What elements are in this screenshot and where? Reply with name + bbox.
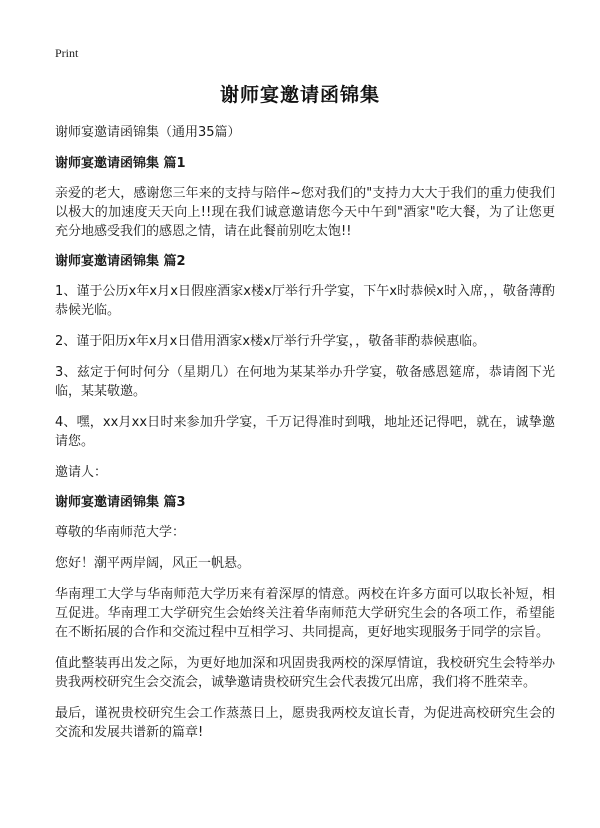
section-1: [55, 155, 555, 241]
print-label[interactable]: Print: [55, 46, 79, 60]
section-heading: 谢师宴邀请函锦集 篇1: [55, 156, 186, 171]
page-title: 谢师宴邀请函锦集: [219, 84, 380, 106]
paragraph: 1、谨于公历x年x月x日假座酒家x楼x厅举行升学宴，下午x时恭候x时入席，，敬备薄酌恭候光临。: [55, 284, 555, 318]
section-3: [55, 494, 555, 742]
document-body: [55, 124, 555, 754]
paragraph: 尊敬的华南师范大学：: [55, 525, 186, 540]
paragraph: 3、兹定于何时何分（星期几）在何地为某某举办升学宴，敬备感恩筵席，恭请阁下光临，某某敬邀。: [55, 365, 555, 399]
paragraph: 您好！潮平两岸阔，风正一帆悬。: [55, 556, 251, 571]
paragraph: 最后，谨祝贵校研究生会工作蒸蒸日上，愿贵我两校友谊长青，为促进高校研究生会的交流和发展共谱新的篇章!: [55, 706, 555, 740]
section-heading: 谢师宴邀请函锦集 篇2: [55, 254, 186, 269]
paragraph: 邀请人：: [55, 465, 108, 480]
paragraph: 4、嘿，xx月xx日时来参加升学宴，千万记得准时到哦，地址还记得吧，就在，诚挚邀请您。: [55, 415, 555, 449]
paragraph: 2、谨于阳历x年x月x日借用酒家x楼x厅举行升学宴，，敬备菲酌恭候惠临。: [55, 334, 486, 349]
section-2: [55, 253, 555, 482]
document-subtitle: 谢师宴邀请函锦集（通用35篇）: [55, 125, 241, 140]
paragraph: 值此整装再出发之际，为更好地加深和巩固贵我两校的深厚情谊，我校研究生会特举办贵我两校研究生会交流会，诚挚邀请贵校研究生会代表拨冗出席，我们将不胜荣幸。: [55, 656, 555, 690]
paragraph: 华南理工大学与华南师范大学历来有着深厚的情意。两校在许多方面可以取长补短，相互促进。华南理工大学研究生会始终关注着华南师范大学研究生会的各项工作，希望能在不断拓展的合作和交流过程中互相学习、共同提高，更好地实现服务于同学的宗旨。: [55, 587, 555, 640]
paragraph: 亲爱的老大，感谢您三年来的支持与陪伴~您对我们的"支持力大大于我们的重力使我们以极大的加速度天天向上!!现在我们诚意邀请您今天中午到"酒家"吃大餐，为了让您更充分地感受我们的感恩之情，请在此餐前别吃太饱!!: [55, 186, 555, 239]
section-heading: 谢师宴邀请函锦集 篇3: [55, 495, 186, 510]
